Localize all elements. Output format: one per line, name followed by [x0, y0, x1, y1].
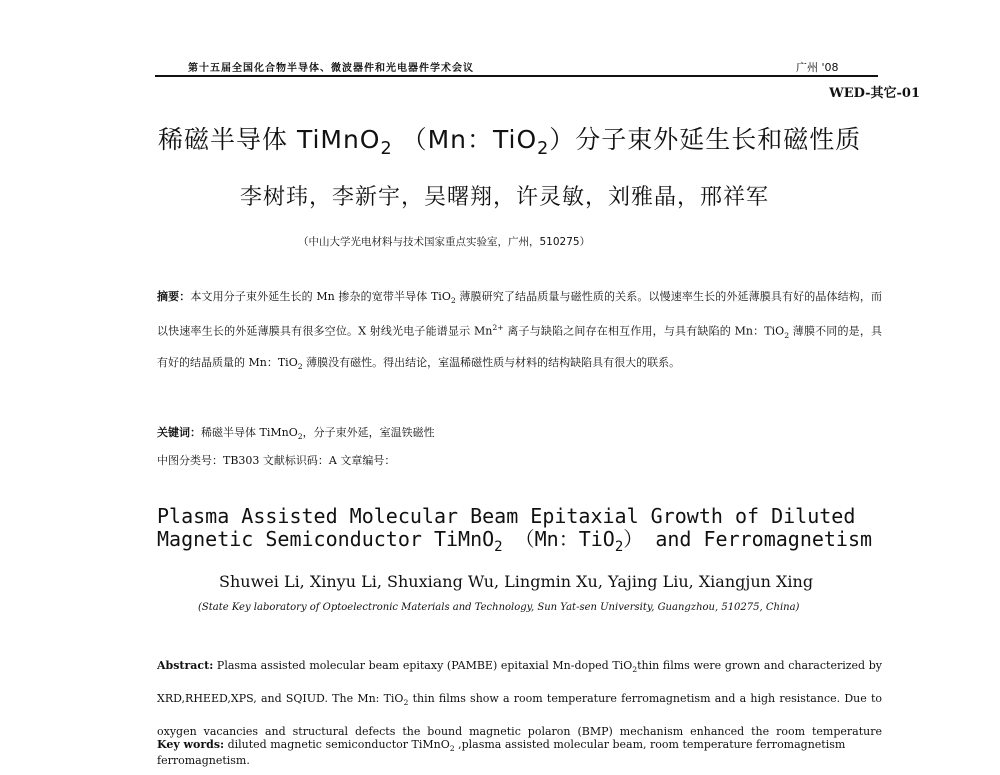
chinese-classification: 中图分类号：TB303 文献标识码：A 文章编号：	[157, 454, 396, 467]
chinese-affiliation: （中山大学光电材料与技术国家重点实验室，广州，510275）	[298, 236, 591, 248]
english-title-line1: Plasma Assisted Molecular Beam Epitaxial Growth of Diluted	[157, 504, 856, 528]
english-abstract: Abstract: Plasma assisted molecular beam epitaxy (PAMBE) epitaxial Mn-doped TiO$_2$thin films were grown and characterized by XRD,RHEED,XPS, and SQIUD. The Mn: TiO$_2$ thin films show a room temperature ferromagnetism and a high resistance. Due to oxygen vacancies and structural defects the bound magnetic polaron (BMP) mechanism enhanced the room temperature ferromagnetism.	[157, 659, 882, 768]
conference-location: 广州 '08	[796, 61, 839, 74]
chinese-keywords: 关键词：稀磁半导体 TiMnO$_2$，分子束外延，室温铁磁性	[157, 426, 435, 442]
english-keywords: Key words: diluted magnetic semiconductor TiMnO$_2$ ,plasma assisted molecular beam, room temperature ferromagnetism	[157, 738, 846, 754]
chinese-authors: 李树玮，李新宇，吴曙翔，许灵敏，刘雅晶，邢祥军	[240, 185, 770, 210]
english-authors: Shuwei Li, Xinyu Li, Shuxiang Wu, Lingmin Xu, Yajing Liu, Xiangjun Xing	[219, 572, 814, 591]
english-title-line2: Magnetic Semiconductor TiMnO$_2$ （Mn：TiO$_2$） and Ferromagnetism	[157, 527, 873, 555]
chinese-abstract: 摘要：本文用分子束外延生长的 Mn 掺杂的宽带半导体 TiO$_2$ 薄膜研究了结晶质量与磁性质的关系。以慢速率生长的外延薄膜具有好的晶体结构，而以快速率生长的外延薄膜具有很多空位。X 射线光电子能谱显示 $Mn^{2+}$ 离子与缺陷之间存在相互作用，与具有缺陷的 Mn：TiO$_2$ 薄膜不同的是，具有好的结晶质量的 Mn：TiO$_2$ 薄膜没有磁性。得出结论，室温稀磁性质与材料的结构缺陷具有很大的联系。	[157, 290, 883, 372]
chinese-abstract-label: 摘要：	[157, 290, 191, 303]
english-affiliation: (State Key laboratory of Optoelectronic Materials and Technology, Sun Yat-sen University, Guangzhou, 510275, China)	[198, 602, 800, 613]
conference-name: 第十五届全国化合物半导体、微波器件和光电器件学术会议	[188, 63, 474, 74]
header-rule	[155, 75, 878, 77]
english-title	[157, 505, 877, 559]
chinese-title: 稀磁半导体 TiMnO$_2$ （Mn：TiO$_2$）分子束外延生长和磁性质	[158, 125, 862, 159]
paper-code: WED-其它-01	[829, 86, 920, 101]
